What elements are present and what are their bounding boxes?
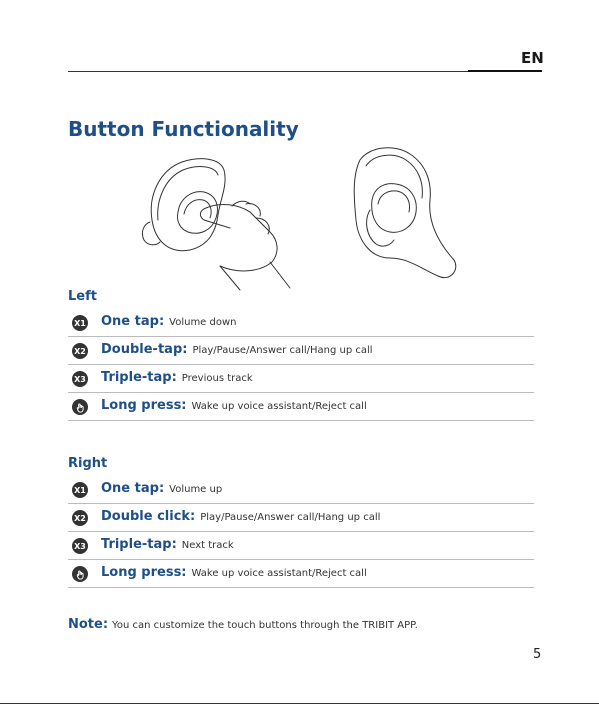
gesture-name: Double-tap: xyxy=(101,342,188,357)
header-rule-accent xyxy=(468,70,542,72)
hand-press-icon xyxy=(72,399,88,415)
earbuds-illustration xyxy=(120,140,500,300)
gesture-description: Volume down xyxy=(169,317,237,328)
tap-count-badge: X2 xyxy=(72,343,88,359)
gesture-description: Previous track xyxy=(181,373,253,384)
note-text: You can customize the touch buttons through the TRIBIT APP. xyxy=(112,620,418,631)
gesture-label xyxy=(101,314,237,329)
gesture-description: Play/Pause/Answer call/Hang up call xyxy=(200,512,381,523)
note xyxy=(68,617,418,632)
tap-count-badge: X3 xyxy=(72,371,88,387)
function-row xyxy=(68,504,534,532)
note-label: Note: xyxy=(68,617,109,632)
right-earbud-drawing xyxy=(354,148,456,278)
gesture-name: Triple-tap: xyxy=(101,370,177,385)
gesture-label xyxy=(101,481,222,496)
gesture-name: Triple-tap: xyxy=(101,537,177,552)
function-row xyxy=(68,393,534,421)
left-earbud-drawing xyxy=(142,159,225,251)
tap-count-badge: X3 xyxy=(72,538,88,554)
gesture-name: Double click: xyxy=(101,509,196,524)
tap-count-badge: X1 xyxy=(72,482,88,498)
language-label: EN xyxy=(521,49,544,67)
row-divider xyxy=(68,420,534,421)
function-row xyxy=(68,365,534,393)
gesture-name: Long press: xyxy=(101,565,187,580)
gesture-label xyxy=(101,565,367,580)
gesture-label xyxy=(101,537,234,552)
tap-count-badge: X1 xyxy=(72,315,88,331)
gesture-label xyxy=(101,398,367,413)
gesture-description: Next track xyxy=(181,540,234,551)
hand-drawing xyxy=(200,201,290,290)
gesture-name: One tap: xyxy=(101,481,165,496)
gesture-name: One tap: xyxy=(101,314,165,329)
gesture-label xyxy=(101,370,253,385)
hand-press-icon xyxy=(72,566,88,582)
gesture-label xyxy=(101,342,373,357)
gesture-description: Play/Pause/Answer call/Hang up call xyxy=(192,345,373,356)
gesture-name: Long press: xyxy=(101,398,187,413)
section-label: Left xyxy=(68,289,97,304)
footer-rule xyxy=(0,703,599,704)
page-title: Button Functionality xyxy=(68,117,299,141)
function-row xyxy=(68,337,534,365)
gesture-description: Wake up voice assistant/Reject call xyxy=(191,568,367,579)
function-row xyxy=(68,560,534,588)
function-row xyxy=(68,309,534,337)
function-row xyxy=(68,532,534,560)
page-number: 5 xyxy=(533,647,542,662)
tap-count-badge: X2 xyxy=(72,510,88,526)
section-label: Right xyxy=(68,456,108,471)
gesture-description: Wake up voice assistant/Reject call xyxy=(191,401,367,412)
row-divider xyxy=(68,587,534,588)
function-row xyxy=(68,476,534,504)
gesture-description: Volume up xyxy=(169,484,223,495)
gesture-label xyxy=(101,509,380,524)
